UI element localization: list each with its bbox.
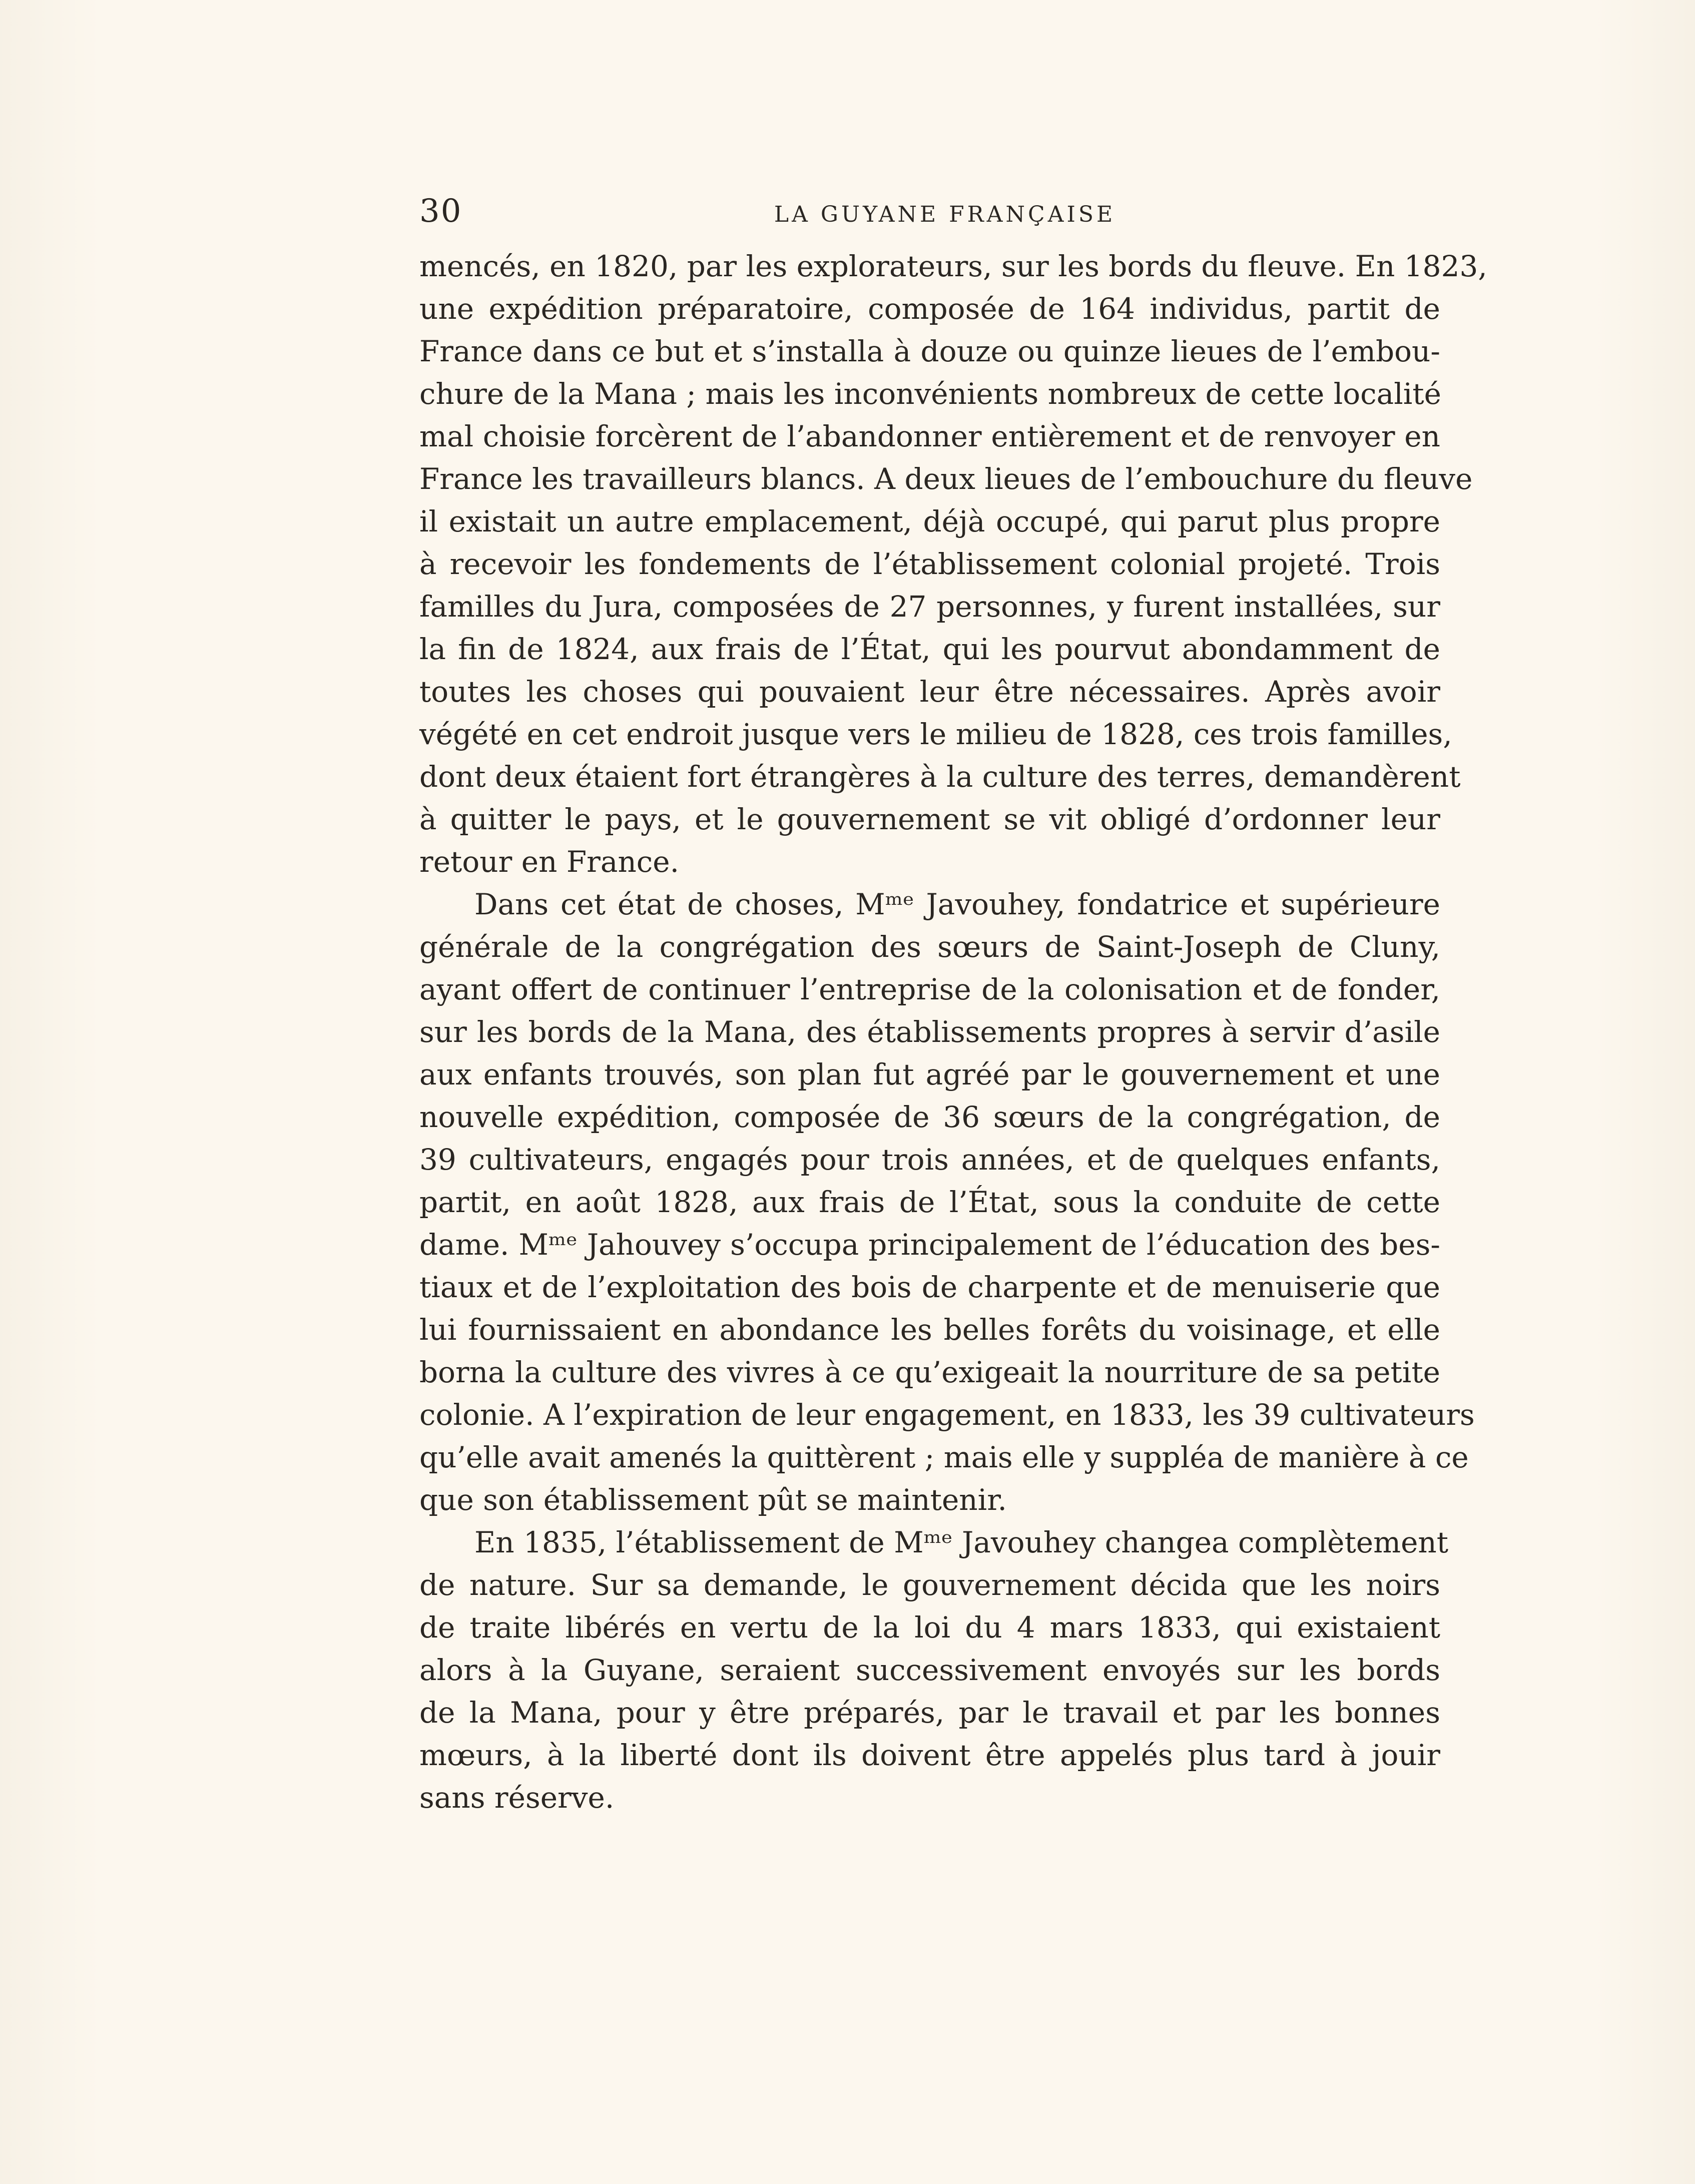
paragraph-3 <box>419 1521 1449 1819</box>
text-line: mencés, en 1820, par les explorateurs, sur les bords du fleuve. En 1823, <box>419 249 1487 283</box>
text-line: En 1835, l’établissement de Mᵐᵉ Javouhey changea complètement <box>474 1525 1449 1559</box>
text-line: colonie. A l’expiration de leur engagement, en 1833, les 39 cultivateurs <box>419 1398 1475 1432</box>
text-line: mœurs, à la liberté dont ils doivent être appelés plus tard à jouir <box>419 1738 1440 1772</box>
text-line: partit, en août 1828, aux frais de l’État, sous la conduite de cette <box>419 1185 1440 1219</box>
text-line: il existait un autre emplacement, déjà occupé, qui parut plus propre <box>419 504 1440 538</box>
body-text <box>419 245 1487 1819</box>
text-line: la fin de 1824, aux frais de l’État, qui les pourvut abondamment de <box>419 632 1440 666</box>
text-line: familles du Jura, composées de 27 personnes, y furent installées, sur <box>419 590 1440 624</box>
text-line: retour en France. <box>419 845 680 879</box>
page-number: 30 <box>419 193 462 230</box>
text-line: de nature. Sur sa demande, le gouvernement décida que les noirs <box>419 1568 1440 1602</box>
text-line: France dans ce but et s’installa à douze ou quinze lieues de l’embou- <box>419 334 1440 368</box>
text-line: qu’elle avait amenés la quittèrent ; mais elle y suppléa de manière à ce <box>419 1440 1469 1474</box>
text-line: ayant offert de continuer l’entreprise de la colonisation et de fonder, <box>419 972 1440 1006</box>
text-line: une expédition préparatoire, composée de 164 individus, partit de <box>419 292 1440 326</box>
text-line: aux enfants trouvés, son plan fut agréé par le gouvernement et une <box>419 1057 1440 1091</box>
text-line: de traite libérés en vertu de la loi du 4 mars 1833, qui existaient <box>419 1610 1440 1645</box>
text-line: mal choisie forcèrent de l’abandonner entièrement et de renvoyer en <box>419 419 1440 453</box>
text-line: de la Mana, pour y être préparés, par le travail et par les bonnes <box>419 1696 1440 1730</box>
text-line: France les travailleurs blancs. A deux lieues de l’embouchure du fleuve <box>419 462 1473 496</box>
text-line: alors à la Guyane, seraient successivement envoyés sur les bords <box>419 1653 1440 1687</box>
text-line: dame. Mᵐᵉ Jahouvey s’occupa principalement de l’éducation des bes- <box>419 1228 1440 1262</box>
running-head <box>419 188 1440 233</box>
text-line: sur les bords de la Mana, des établissements propres à servir d’asile <box>419 1015 1440 1049</box>
text-line: nouvelle expédition, composée de 36 sœurs de la congrégation, de <box>419 1100 1440 1134</box>
text-line: toutes les choses qui pouvaient leur être nécessaires. Après avoir <box>419 675 1440 709</box>
paragraph-2 <box>419 883 1475 1521</box>
text-line: dont deux étaient fort étrangères à la culture des terres, demandèrent <box>419 760 1461 794</box>
text-line: Dans cet état de choses, Mᵐᵉ Javouhey, fondatrice et supérieure <box>474 887 1440 921</box>
text-line: à recevoir les fondements de l’établissement colonial projeté. Trois <box>419 547 1440 581</box>
running-title: LA GUYANE FRANÇAISE <box>774 202 1116 227</box>
text-line: que son établissement pût se maintenir. <box>419 1483 1007 1517</box>
paragraph-1 <box>419 245 1487 883</box>
text-line: chure de la Mana ; mais les inconvénients nombreux de cette localité <box>419 377 1441 411</box>
text-line: végété en cet endroit jusque vers le milieu de 1828, ces trois familles, <box>419 717 1452 751</box>
text-line: sans réserve. <box>419 1781 615 1815</box>
text-line: borna la culture des vivres à ce qu’exigeait la nourriture de sa petite <box>419 1355 1440 1389</box>
text-line: 39 cultivateurs, engagés pour trois années, et de quelques enfants, <box>419 1143 1440 1177</box>
text-line: à quitter le pays, et le gouvernement se vit obligé d’ordonner leur <box>419 802 1440 836</box>
text-line: générale de la congrégation des sœurs de Saint-Joseph de Cluny, <box>419 930 1440 964</box>
text-line: tiaux et de l’exploitation des bois de charpente et de menuiserie que <box>419 1270 1440 1304</box>
text-line: lui fournissaient en abondance les belles forêts du voisinage, et elle <box>419 1313 1440 1347</box>
